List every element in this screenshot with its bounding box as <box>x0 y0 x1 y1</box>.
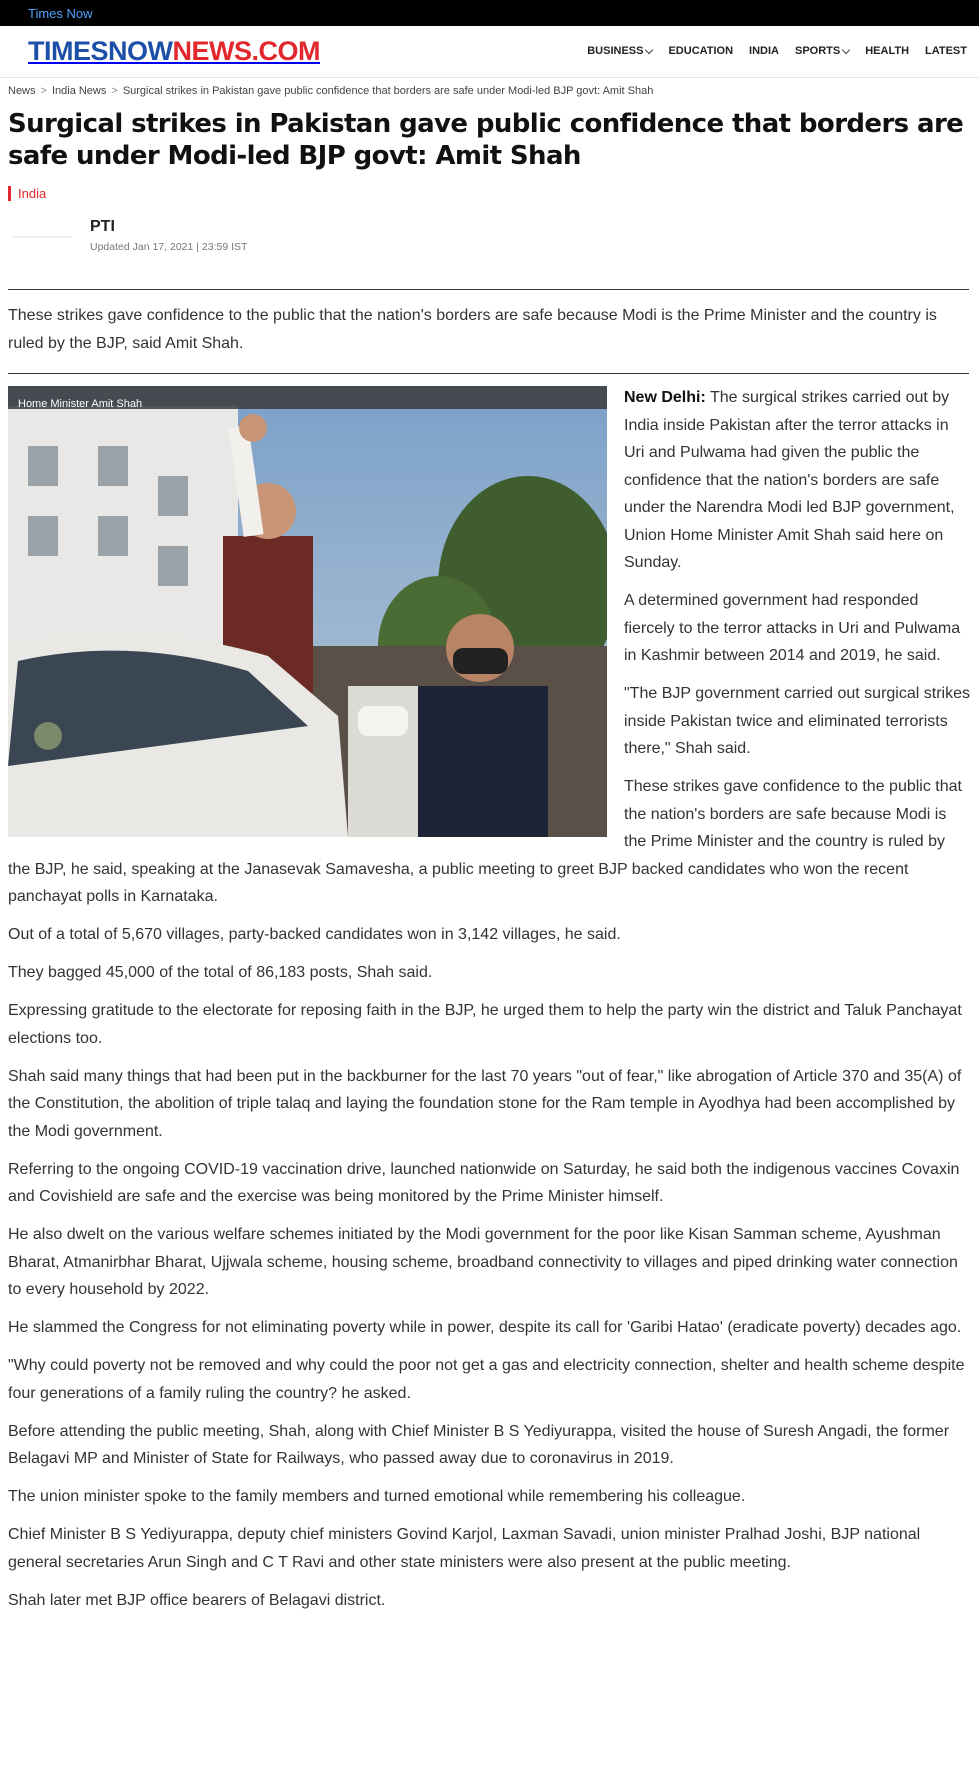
paragraph: A determined government had responded fiercely to the terror attacks in Uri and Pulwama in Kashmir between 2014 and 2019, he said. <box>624 592 961 664</box>
author-name[interactable]: PTI <box>90 218 115 235</box>
article-summary: These strikes gave confidence to the public that the nation's borders are safe because Modi is the Prime Minister and the country is ruled by the BJP, said Amit Shah. <box>8 307 937 352</box>
paragraph: The union minister spoke to the family members and turned emotional while remembering his colleague. <box>8 1488 746 1505</box>
breadcrumb-news[interactable]: News <box>8 85 36 97</box>
paragraph: He also dwelt on the various welfare schemes initiated by the Modi government for the poor like Kisan Samman scheme, Ayushman Bharat, Atmanirbhar Bharat, Ujjwala scheme, housing scheme, broadband connectivity to villages and piped drinking water connection to every household by 2022. <box>8 1226 958 1298</box>
nav-sports[interactable] <box>795 45 849 57</box>
divider <box>8 373 969 374</box>
times-now-link[interactable]: Times Now <box>28 6 93 21</box>
breadcrumb <box>8 85 653 97</box>
article-image <box>8 386 607 837</box>
dateline: New Delhi: <box>624 389 706 406</box>
breadcrumb-separator: > <box>111 85 118 97</box>
article-body <box>8 384 970 1625</box>
nav-latest[interactable] <box>925 45 967 57</box>
paragraph: Before attending the public meeting, Shah, along with Chief Minister B S Yediyurappa, visited the house of Suresh Angadi, the former Belagavi MP and Minister of State for Railways, who passed away due to coronavirus in 2019. <box>8 1422 950 1467</box>
nav-india-label: INDIA <box>749 45 779 57</box>
chevron-down-icon <box>645 45 653 53</box>
nav-latest-label: LATEST <box>925 45 967 57</box>
image-caption: Home Minister Amit Shah <box>8 386 607 409</box>
site-header <box>0 26 979 78</box>
top-bar <box>0 0 979 26</box>
logo-part-news: NEWS.COM <box>172 36 320 66</box>
lead-text: The surgical strikes carried out by India inside Pakistan after the terror attacks in Uri and Pulwama had given the public the confidence that the nation's borders are safe under the Narendra Modi led BJP government, Union Home Minister Amit Shah said here on Sunday. <box>624 389 955 571</box>
paragraph: Shah said many things that had been put in the backburner for the last 70 years "out of fear," like abrogation of Article 370 and 35(A) of the Constitution, the abolition of triple talaq and laying the foundation stone for the Ram temple in Ayodhya had been accomplished by the Modi government. <box>8 1067 962 1140</box>
updated-timestamp: Updated Jan 17, 2021 | 23:59 IST <box>90 241 248 253</box>
nav-health-label: HEALTH <box>865 45 910 57</box>
site-logo[interactable] <box>28 36 320 67</box>
paragraph: Chief Minister B S Yediyurappa, deputy chief ministers Govind Karjol, Laxman Savadi, union minister Pralhad Joshi, BJP national general secretaries Arun Singh and C T Ravi and other state ministers were also present at the public meeting. <box>8 1526 921 1571</box>
paragraph: These strikes gave confidence to the public that the nation's borders are safe because Modi is the Prime Minister and the country is ruled by the BJP, he said, speaking at the Janasevak Samavesha, a public meeting to greet BJP backed candidates who won the recent panchayat polls in Karnataka. <box>8 778 962 905</box>
chevron-down-icon <box>842 45 850 53</box>
logo-part-timesnow: TIMESNOW <box>28 36 173 66</box>
author-avatar <box>12 236 72 246</box>
paragraph: "Why could poverty not be removed and why could the poor not get a gas and electricity connection, shelter and health scheme despite four generations of a family ruling the country? he asked. <box>8 1357 965 1402</box>
paragraph: Shah later met BJP office bearers of Belagavi district. <box>8 1591 386 1609</box>
divider <box>8 289 969 290</box>
paragraph: "The BJP government carried out surgical strikes inside Pakistan twice and eliminated terrorists there," Shah said. <box>624 685 970 757</box>
page-title: Surgical strikes in Pakistan gave public confidence that borders are safe under Modi-led BJP govt: Amit Shah <box>8 109 964 171</box>
breadcrumb-current: Surgical strikes in Pakistan gave public confidence that borders are safe under Modi-led BJP govt: Amit Shah <box>122 85 654 97</box>
nav-sports-label: SPORTS <box>795 45 841 57</box>
breadcrumb-india-news[interactable]: India News <box>51 85 107 97</box>
paragraph: Referring to the ongoing COVID-19 vaccination drive, launched nationwide on Saturday, he said both the indigenous vaccines Covaxin and Covishield are safe and the exercise was being monitored by the Prime Minister himself. <box>8 1160 960 1205</box>
category-link[interactable]: India <box>8 186 46 201</box>
paragraph: They bagged 45,000 of the total of 86,183 posts, Shah said. <box>8 964 433 981</box>
nav-education[interactable] <box>668 45 733 57</box>
photo-illustration <box>8 386 607 837</box>
nav-business[interactable] <box>587 45 652 57</box>
nav-india[interactable] <box>749 45 779 57</box>
paragraph: Out of a total of 5,670 villages, party-backed candidates won in 3,142 villages, he said. <box>8 926 621 943</box>
nav-education-label: EDUCATION <box>668 45 734 57</box>
paragraph: He slammed the Congress for not eliminating poverty while in power, despite its call for 'Garibi Hatao' (eradicate poverty) decades ago. <box>8 1319 962 1336</box>
nav-business-label: BUSINESS <box>587 45 644 57</box>
main-nav <box>587 45 967 57</box>
paragraph: Expressing gratitude to the electorate for reposing faith in the BJP, he urged them to help the party win the district and Taluk Panchayat elections too. <box>8 1002 962 1047</box>
breadcrumb-separator: > <box>40 85 47 97</box>
nav-health[interactable] <box>865 45 909 57</box>
